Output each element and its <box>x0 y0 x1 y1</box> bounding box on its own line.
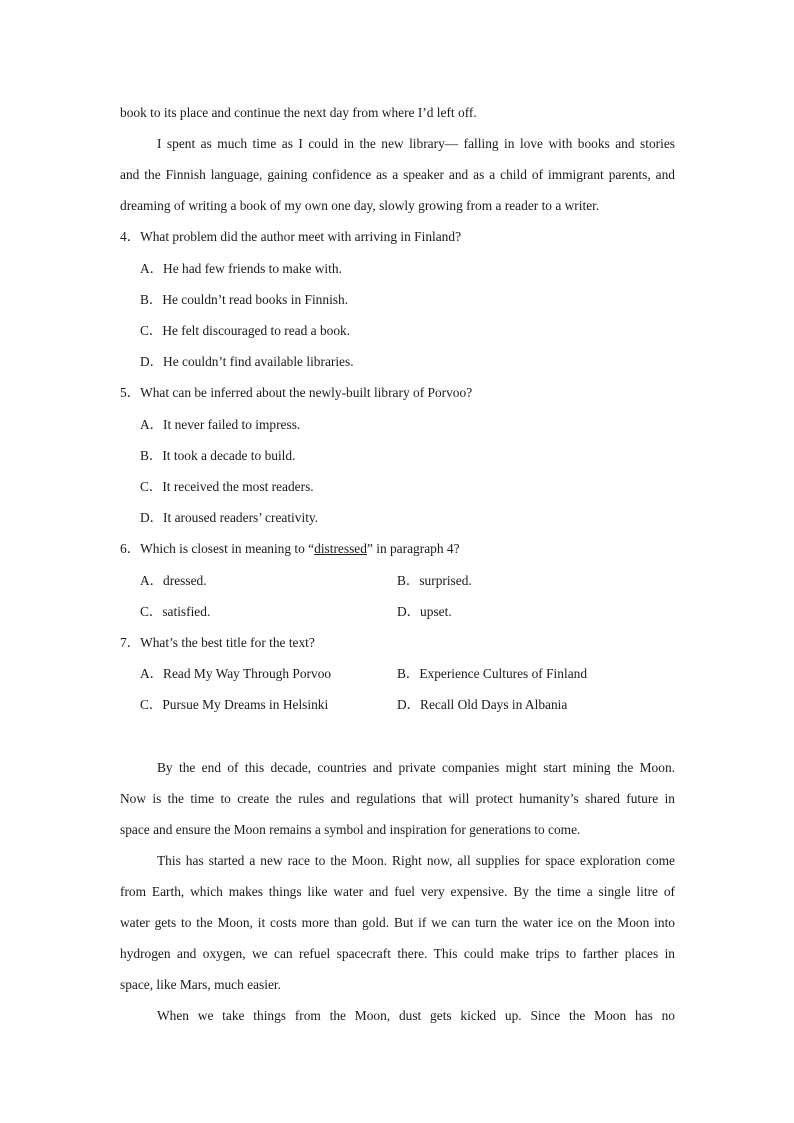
question-stem: 4．What problem did the author meet with arriving in Finland? <box>120 229 462 244</box>
answer-option: B．surprised. <box>397 573 472 588</box>
underlined-word: distressed <box>314 541 367 556</box>
answer-option: A．He had few friends to make with. <box>140 261 342 276</box>
answer-option: D．He couldn’t find available libraries. <box>140 354 354 369</box>
question-stem: 7．What’s the best title for the text? <box>120 635 315 650</box>
question-stem-text: ” in paragraph 4? <box>366 541 460 556</box>
answer-option: A．dressed. <box>140 573 207 588</box>
passage-line: and the Finnish language, gaining confidence as a speaker and as a child of immigrant parents, and <box>120 167 675 182</box>
answer-option: D．Recall Old Days in Albania <box>397 697 568 712</box>
answer-option: A．Read My Way Through Porvoo <box>140 666 332 681</box>
passage-line: dreaming of writing a book of my own one day, slowly growing from a reader to a writer. <box>120 198 600 213</box>
question-stem-text: 6．Which is closest in meaning to “ <box>120 541 315 556</box>
answer-option: C．He felt discouraged to read a book. <box>140 323 351 338</box>
passage-line: Now is the time to create the rules and regulations that will protect humanity’s shared future in <box>120 791 675 806</box>
answer-option: D．upset. <box>397 604 452 619</box>
passage-line: When we take things from the Moon, dust gets kicked up. Since the Moon has no <box>157 1008 675 1023</box>
passage-line: space, like Mars, much easier. <box>120 977 282 992</box>
question-stem: 5．What can be inferred about the newly-built library of Porvoo? <box>120 385 473 400</box>
passage-line: space and ensure the Moon remains a symbol and inspiration for generations to come. <box>120 822 581 837</box>
answer-option: B．Experience Cultures of Finland <box>397 666 588 681</box>
answer-option: C．Pursue My Dreams in Helsinki <box>140 697 329 712</box>
answer-option: B．It took a decade to build. <box>140 448 296 463</box>
passage-line: This has started a new race to the Moon. Right now, all supplies for space exploration come <box>157 853 675 868</box>
passage-line: hydrogen and oxygen, we can refuel spacecraft there. This could make trips to farther places in <box>120 946 675 961</box>
answer-option: C．satisfied. <box>140 604 211 619</box>
passage-line: book to its place and continue the next day from where I’d left off. <box>120 105 477 120</box>
passage-line: I spent as much time as I could in the new library— falling in love with books and stories <box>157 136 675 151</box>
answer-option: C．It received the most readers. <box>140 479 314 494</box>
passage-line: By the end of this decade, countries and private companies might start mining the Moon. <box>157 760 675 775</box>
answer-option: D．It aroused readers’ creativity. <box>140 510 319 525</box>
passage-line: from Earth, which makes things like water and fuel very expensive. By the time a single litre of <box>120 884 675 899</box>
question-stem <box>120 541 675 557</box>
answer-option: A．It never failed to impress. <box>140 417 301 432</box>
answer-option: B．He couldn’t read books in Finnish. <box>140 292 349 307</box>
passage-line: water gets to the Moon, it costs more than gold. But if we can turn the water ice on the Moon into <box>120 915 675 930</box>
